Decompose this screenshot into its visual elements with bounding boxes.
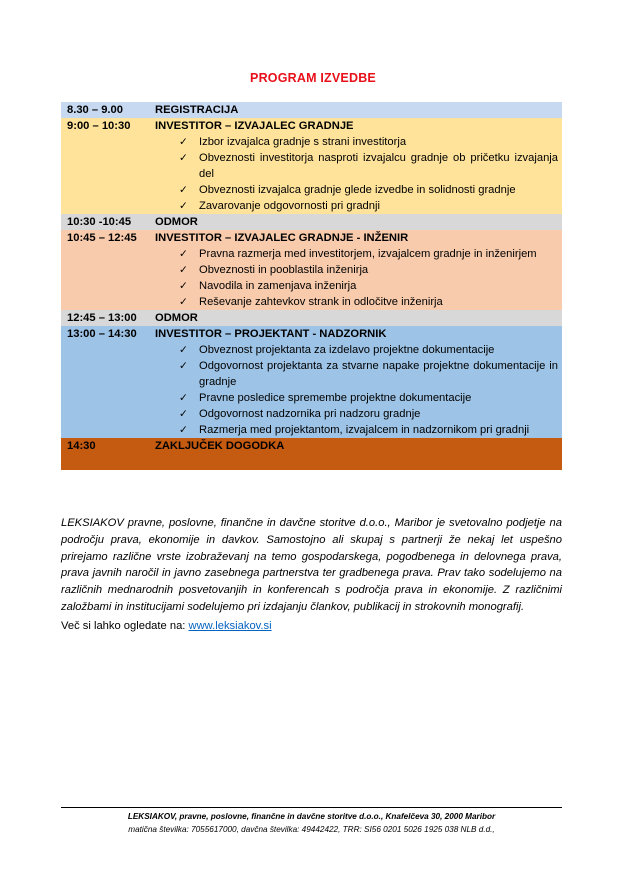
checkmark-icon: ✓ bbox=[179, 344, 188, 356]
footer-registration-line: matična številka: 7055617000, davčna številka: 49442422, TRR: SI56 0201 5026 1925 038 NLB d.d., bbox=[128, 824, 495, 834]
list-item: ✓ Zavarovanje odgovornosti pri gradnji bbox=[179, 200, 380, 212]
section-label: INVESTITOR – PROJEKTANT - NADZORNIK bbox=[155, 328, 387, 340]
list-item: ✓ Izbor izvajalca gradnje s strani investitorja bbox=[179, 136, 407, 148]
list-item: ✓ Odgovornost projektanta za stvarne napake projektne dokumentacije in gradnje bbox=[179, 360, 558, 388]
company-description: LEKSIAKOV pravne, poslovne, finančne in davčne storitve d.o.o., Maribor je svetovalno podjetje na področju prava, ekonomije in davkov. Samostojno ali skupaj s partnerji že nekaj let uspešno prirejamo različne vrste izobraževanj na temo gospodarskega, pogodbenega in delovnega prava, prava javnih naročil in javno zasebnega partnerstva ter gradbenega prava. Prav tako sodelujemo na različnih mednarodnih posvetovanjih in konferencah s področja prava in ekonomije. Z različnimi založbami in institucijami sodelujemo pri izdajanju člankov, publikacij in strokovnih monografij. bbox=[61, 517, 562, 613]
checkmark-icon: ✓ bbox=[179, 408, 188, 420]
program-title: PROGRAM IZVEDBE bbox=[250, 71, 376, 85]
footer-company-line: LEKSIAKOV, pravne, poslovne, finančne in davčne storitve d.o.o., Knafelčeva 30, 2000 Maribor bbox=[127, 812, 496, 821]
list-item: ✓ Pravna razmerja med investitorjem, izvajalcem gradnje in inženirjem bbox=[179, 248, 537, 260]
list-item: ✓ Obveznosti investitorja nasproti izvajalcu gradnje ob pričetku izvajanja del bbox=[179, 152, 558, 180]
section-label: ODMOR bbox=[155, 312, 198, 324]
list-item: ✓ Obveznosti in pooblastila inženirja bbox=[179, 264, 369, 276]
checkmark-icon: ✓ bbox=[179, 152, 188, 164]
list-item: ✓ Obveznost projektanta za izdelavo projektne dokumentacije bbox=[179, 344, 495, 356]
checkmark-icon: ✓ bbox=[179, 280, 188, 292]
checkmark-icon: ✓ bbox=[179, 200, 188, 212]
checkmark-icon: ✓ bbox=[179, 424, 188, 436]
checkmark-icon: ✓ bbox=[179, 296, 188, 308]
section-investitor-izvajalec bbox=[61, 118, 562, 214]
section-time: 9:00 – 10:30 bbox=[67, 120, 131, 132]
section-investitor-projektant-nadzornik bbox=[61, 326, 562, 438]
checkmark-icon: ✓ bbox=[179, 184, 188, 196]
checkmark-icon: ✓ bbox=[179, 264, 188, 276]
section-label: REGISTRACIJA bbox=[155, 104, 239, 116]
section-time: 14:30 bbox=[67, 440, 96, 452]
section-investitor-izvajalec-inzenir bbox=[61, 230, 562, 310]
list-item: ✓ Pravne posledice spremembe projektne dokumentacije bbox=[179, 392, 472, 404]
checkmark-icon: ✓ bbox=[179, 392, 188, 404]
section-time: 13:00 – 14:30 bbox=[67, 328, 137, 340]
section-time: 12:45 – 13:00 bbox=[67, 312, 137, 324]
checkmark-icon: ✓ bbox=[179, 136, 188, 148]
section-label: INVESTITOR – IZVAJALEC GRADNJE - INŽENIR bbox=[155, 232, 409, 244]
more-info-label: Več si lahko ogledate na: bbox=[61, 620, 189, 632]
more-info bbox=[61, 620, 272, 632]
section-label: ZAKLJUČEK DOGODKA bbox=[155, 440, 285, 452]
list-item: ✓ Navodila in zamenjava inženirja bbox=[179, 280, 357, 292]
program-table bbox=[61, 102, 562, 470]
website-link[interactable]: www.leksiakov.si bbox=[188, 620, 272, 632]
list-item: ✓ Odgovornost nadzornika pri nadzoru gradnje bbox=[179, 408, 421, 420]
list-item: ✓ Reševanje zahtevkov strank in odločitve inženirja bbox=[179, 296, 443, 308]
section-label: ODMOR bbox=[155, 216, 198, 228]
list-item: ✓ Obveznosti izvajalca gradnje glede izvedbe in solidnosti gradnje bbox=[179, 184, 516, 196]
section-time: 10:30 -10:45 bbox=[67, 216, 132, 228]
section-registracija bbox=[61, 102, 562, 118]
section-odmor-1 bbox=[61, 214, 562, 230]
footer bbox=[61, 811, 562, 836]
section-time: 10:45 – 12:45 bbox=[67, 232, 137, 244]
checkmark-icon: ✓ bbox=[179, 360, 188, 372]
footer-divider bbox=[61, 807, 562, 808]
section-zakljucek bbox=[61, 438, 562, 470]
section-time: 8.30 – 9.00 bbox=[67, 104, 123, 116]
checkmark-icon: ✓ bbox=[179, 248, 188, 260]
section-label: INVESTITOR – IZVAJALEC GRADNJE bbox=[155, 120, 354, 132]
section-odmor-2 bbox=[61, 310, 562, 326]
list-item: ✓ Razmerja med projektantom, izvajalcem in nadzornikom pri gradnji bbox=[179, 424, 530, 436]
